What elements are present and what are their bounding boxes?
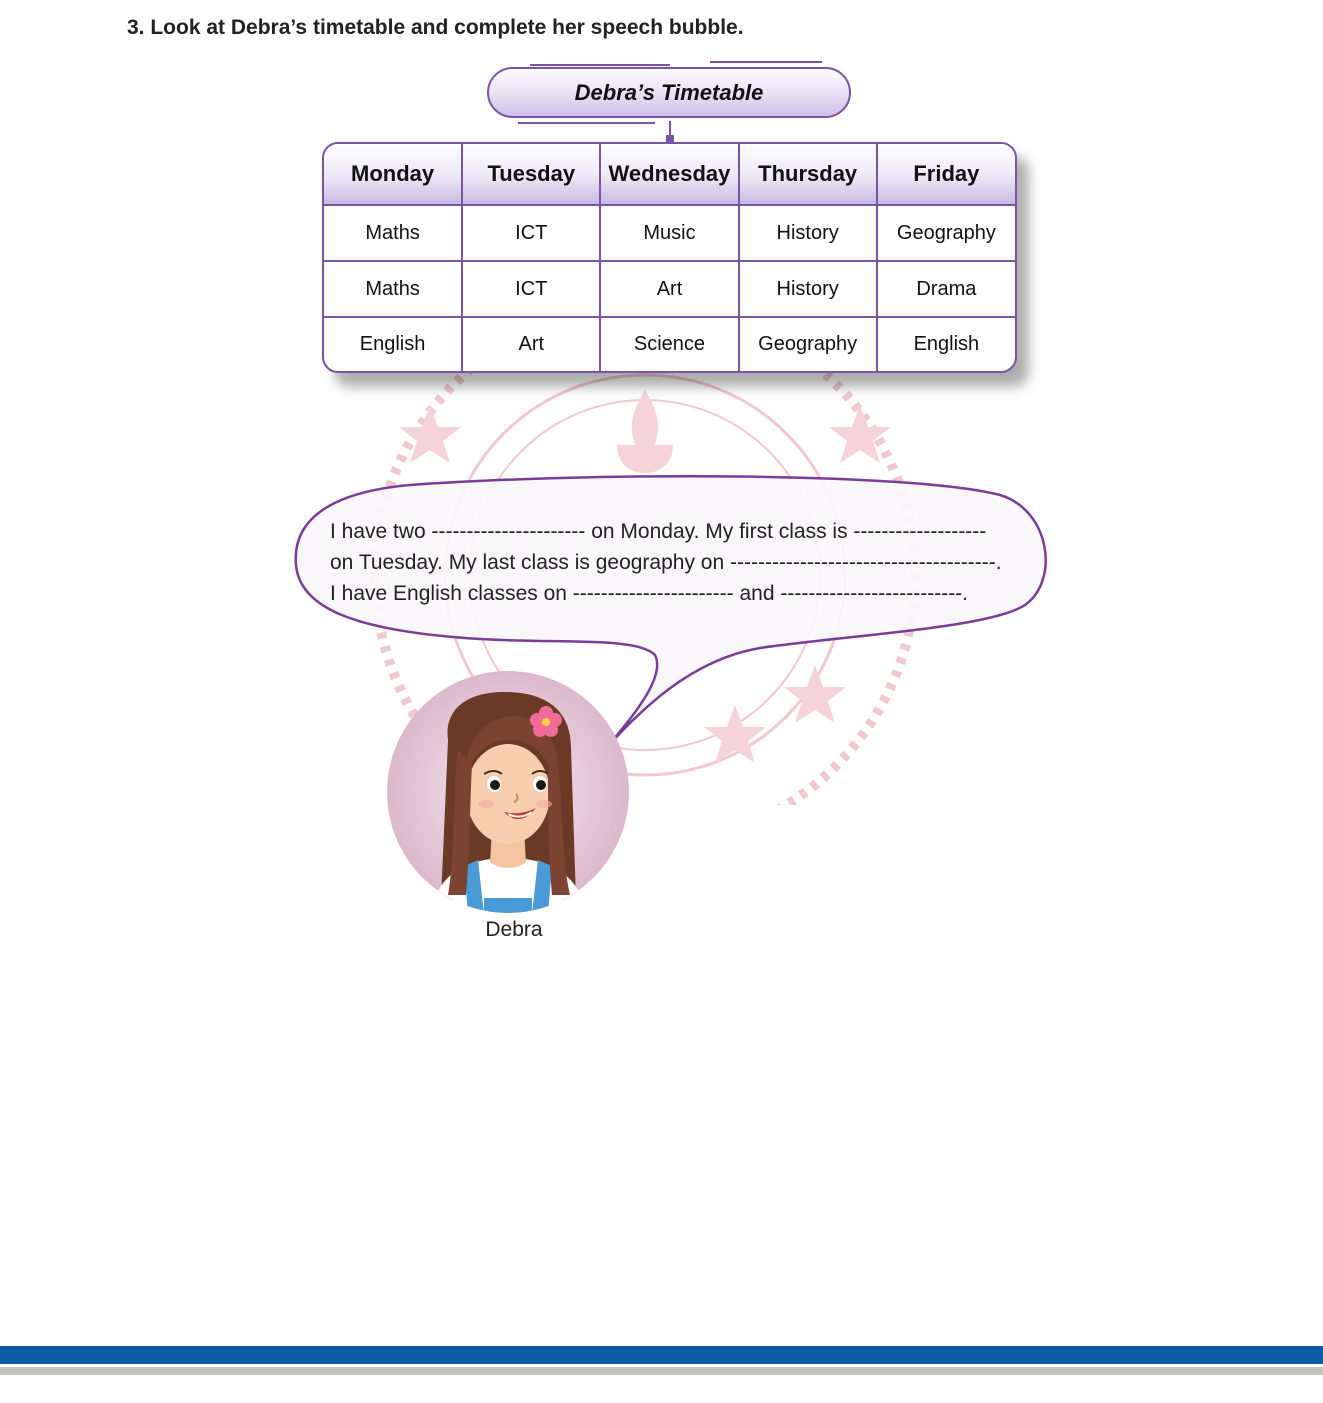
table-row bbox=[324, 205, 1015, 261]
subject-cell: Geography bbox=[739, 317, 877, 371]
subject-cell: English bbox=[324, 317, 462, 371]
subject-cell: ICT bbox=[462, 261, 600, 317]
subject-cell: Art bbox=[462, 317, 600, 371]
speech-bubble-text bbox=[330, 516, 1050, 609]
day-header: Tuesday bbox=[462, 144, 600, 205]
timetable-header-row bbox=[324, 144, 1015, 205]
bubble-line: I have two ---------------------- on Monday. My first class is ------------------- bbox=[330, 520, 987, 543]
character-name: Debra bbox=[485, 918, 543, 941]
subject-cell: History bbox=[739, 205, 877, 261]
exercise-instruction: 3. Look at Debra’s timetable and complete her speech bubble. bbox=[127, 16, 744, 39]
bubble-line: on Tuesday. My last class is geography on --------------------------------------. bbox=[330, 551, 1002, 574]
debra-portrait bbox=[386, 670, 630, 914]
timetable bbox=[322, 142, 1017, 373]
bubble-line: I have English classes on ----------------------- and --------------------------. bbox=[330, 582, 969, 605]
subject-cell: Maths bbox=[324, 261, 462, 317]
subject-cell: Art bbox=[600, 261, 738, 317]
subject-cell: Drama bbox=[877, 261, 1015, 317]
table-row bbox=[324, 261, 1015, 317]
subject-cell: Science bbox=[600, 317, 738, 371]
subject-cell: Music bbox=[600, 205, 738, 261]
day-header: Monday bbox=[324, 144, 462, 205]
subject-cell: Geography bbox=[877, 205, 1015, 261]
subject-cell: English bbox=[913, 333, 980, 356]
subject-cell: Maths bbox=[324, 205, 462, 261]
day-header: Thursday bbox=[739, 144, 877, 205]
footer-gray-bar bbox=[0, 1367, 1323, 1375]
footer-blue-bar bbox=[0, 1346, 1323, 1364]
table-row bbox=[324, 317, 1015, 371]
day-header: Wednesday bbox=[600, 144, 738, 205]
day-header: Friday bbox=[877, 144, 1015, 205]
subject-cell: History bbox=[739, 261, 877, 317]
timetable-title: Debra’s Timetable bbox=[487, 67, 851, 118]
subject-cell: ICT bbox=[462, 205, 600, 261]
